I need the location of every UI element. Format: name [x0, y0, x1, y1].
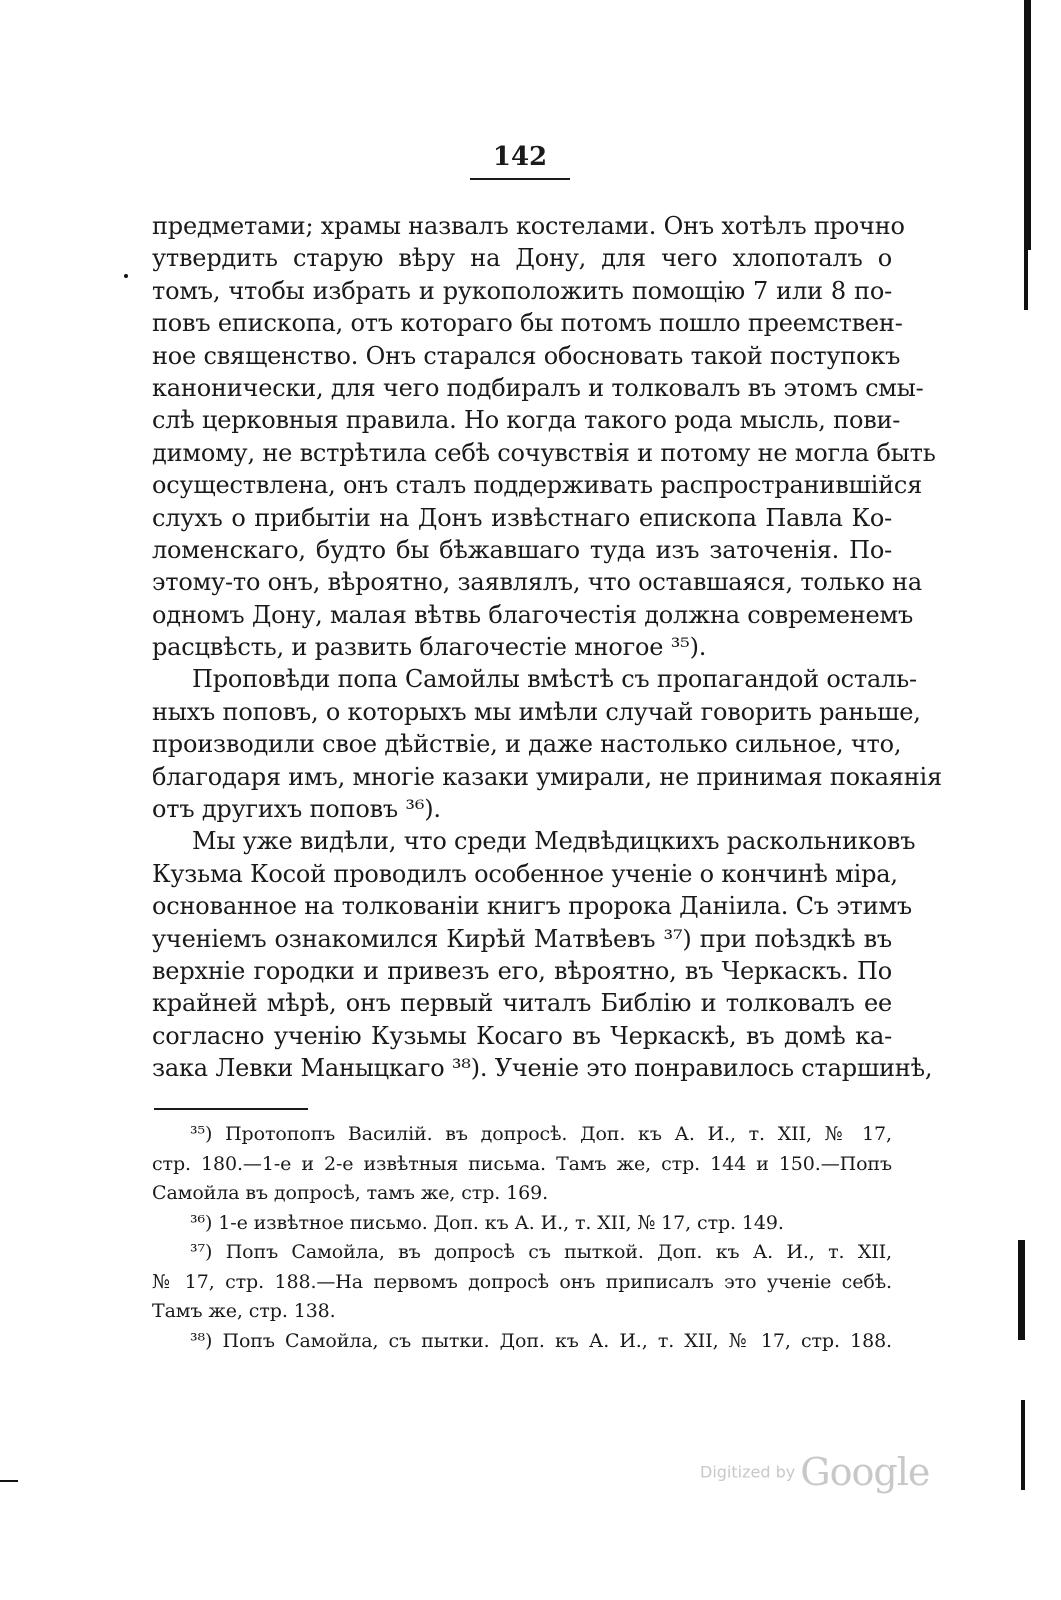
body-line: расцвѣсть, и развить благочестіе многое ³⁵).: [152, 633, 707, 662]
body-line: предметами; храмы назвалъ костелами. Онъ хотѣлъ прочно: [152, 212, 905, 240]
body-line: согласно ученію Кузьмы Косаго въ Черкаскѣ, въ домѣ ка-: [152, 1021, 892, 1050]
body-line: производили свое дѣйствіе, и даже настолько сильное, что,: [152, 730, 902, 759]
digitized-watermark: [700, 1450, 930, 1500]
body-line: димому, не встрѣтила себѣ сочувствія и потому не могла быть: [152, 438, 936, 467]
scan-edge-mark: [124, 274, 128, 278]
page-number: 142: [492, 142, 548, 172]
body-line: ломенскаго, будто бы бѣжавшаго туда изъ заточенія. По-: [152, 535, 892, 564]
body-line: благодаря имъ, многіе казаки умирали, не принимая покаянія: [152, 762, 942, 791]
footnote-line: Самойла въ допросѣ, тамъ же, стр. 169.: [152, 1182, 549, 1204]
watermark-brand: Google: [800, 1450, 930, 1494]
page-number-rule: [470, 178, 570, 180]
body-line: зака Левки Маныцкаго ³⁸). Ученіе это понравилось старшинѣ,: [152, 1054, 933, 1083]
body-line: ныхъ поповъ, о которыхъ мы имѣли случай говорить раньше,: [152, 697, 921, 726]
footnote-line: ³⁶) 1-е извѣтное письмо. Доп. къ А. И., т. XII, № 17, стр. 149.: [190, 1211, 784, 1234]
scan-edge-mark: [1018, 1240, 1025, 1340]
scan-edge-mark: [1024, 0, 1031, 250]
footnote-line: ³⁷) Попъ Самойла, въ допросѣ съ пыткой. Доп. къ А. И., т. XII,: [190, 1241, 892, 1263]
body-line: Мы уже видѣли, что среди Медвѣдицкихъ раскольниковъ: [192, 827, 916, 856]
watermark-prefix: Digitized by: [700, 1462, 796, 1482]
body-line: канонически, для чего подбиралъ и толковалъ въ этомъ смы-: [152, 373, 924, 402]
body-line: одномъ Дону, малая вѣтвь благочестія должна современемъ: [152, 600, 914, 629]
scan-edge-mark: [1021, 1400, 1025, 1490]
body-line: слухъ о прибытіи на Донъ извѣстнаго епископа Павла Ко-: [152, 503, 892, 532]
footnote-line: Тамъ же, стр. 138.: [152, 1300, 336, 1322]
scan-edge-mark: [1024, 250, 1028, 310]
body-line: верхніе городки и привезъ его, вѣроятно, въ Черкаскъ. По: [152, 956, 892, 985]
footnote-line: ³⁵) Протопопъ Василій. въ допросѣ. Доп. къ А. И., т. XII, № 17,: [190, 1123, 892, 1145]
body-line: Проповѣди попа Самойлы вмѣстѣ съ пропагандой осталь-: [192, 665, 917, 694]
body-line: отъ другихъ поповъ ³⁶).: [152, 795, 441, 824]
body-line: утвердить старую вѣру на Дону, для чего хлопоталъ о: [152, 244, 892, 273]
footnote-line: № 17, стр. 188.—На первомъ допросѣ онъ приписалъ это ученіе себѣ.: [152, 1270, 892, 1293]
body-text: [152, 210, 942, 1085]
body-line: этому-то онъ, вѣроятно, заявлялъ, что оставшаяся, только на: [152, 568, 922, 597]
footnote-line: ³⁸) Попъ Самойла, съ пытки. Доп. къ А. И., т. XII, № 17, стр. 188.: [190, 1329, 892, 1352]
body-line: ное священство. Онъ старался обосновать такой поступокъ: [152, 341, 901, 370]
footnotes: [152, 1120, 892, 1356]
footnote-rule: [154, 1108, 308, 1110]
body-line: повъ епископа, отъ котораго бы потомъ пошло преемствен-: [152, 309, 903, 338]
body-line: осуществлена, онъ сталъ поддерживать распространившійся: [152, 471, 923, 500]
body-line: крайней мѣрѣ, онъ первый читалъ Библію и толковалъ ее: [152, 989, 892, 1018]
scan-edge-mark: [0, 1480, 18, 1482]
body-line: основанное на толкованіи книгъ пророка Даніила. Съ этимъ: [152, 892, 912, 921]
body-line: слѣ церковныя правила. Но когда такого рода мысль, пови-: [152, 406, 901, 435]
body-line: Кузьма Косой проводилъ особенное ученіе о кончинѣ міра,: [152, 859, 898, 888]
footnote-line: стр. 180.—1-е и 2-е извѣтныя письма. Тамъ же, стр. 144 и 150.—Попъ: [152, 1152, 892, 1175]
body-line: томъ, чтобы избрать и рукоположить помощію 7 или 8 по-: [152, 276, 892, 305]
body-line: ученіемъ ознакомился Кирѣй Матвѣевъ ³⁷) при поѣздкѣ въ: [152, 924, 892, 953]
